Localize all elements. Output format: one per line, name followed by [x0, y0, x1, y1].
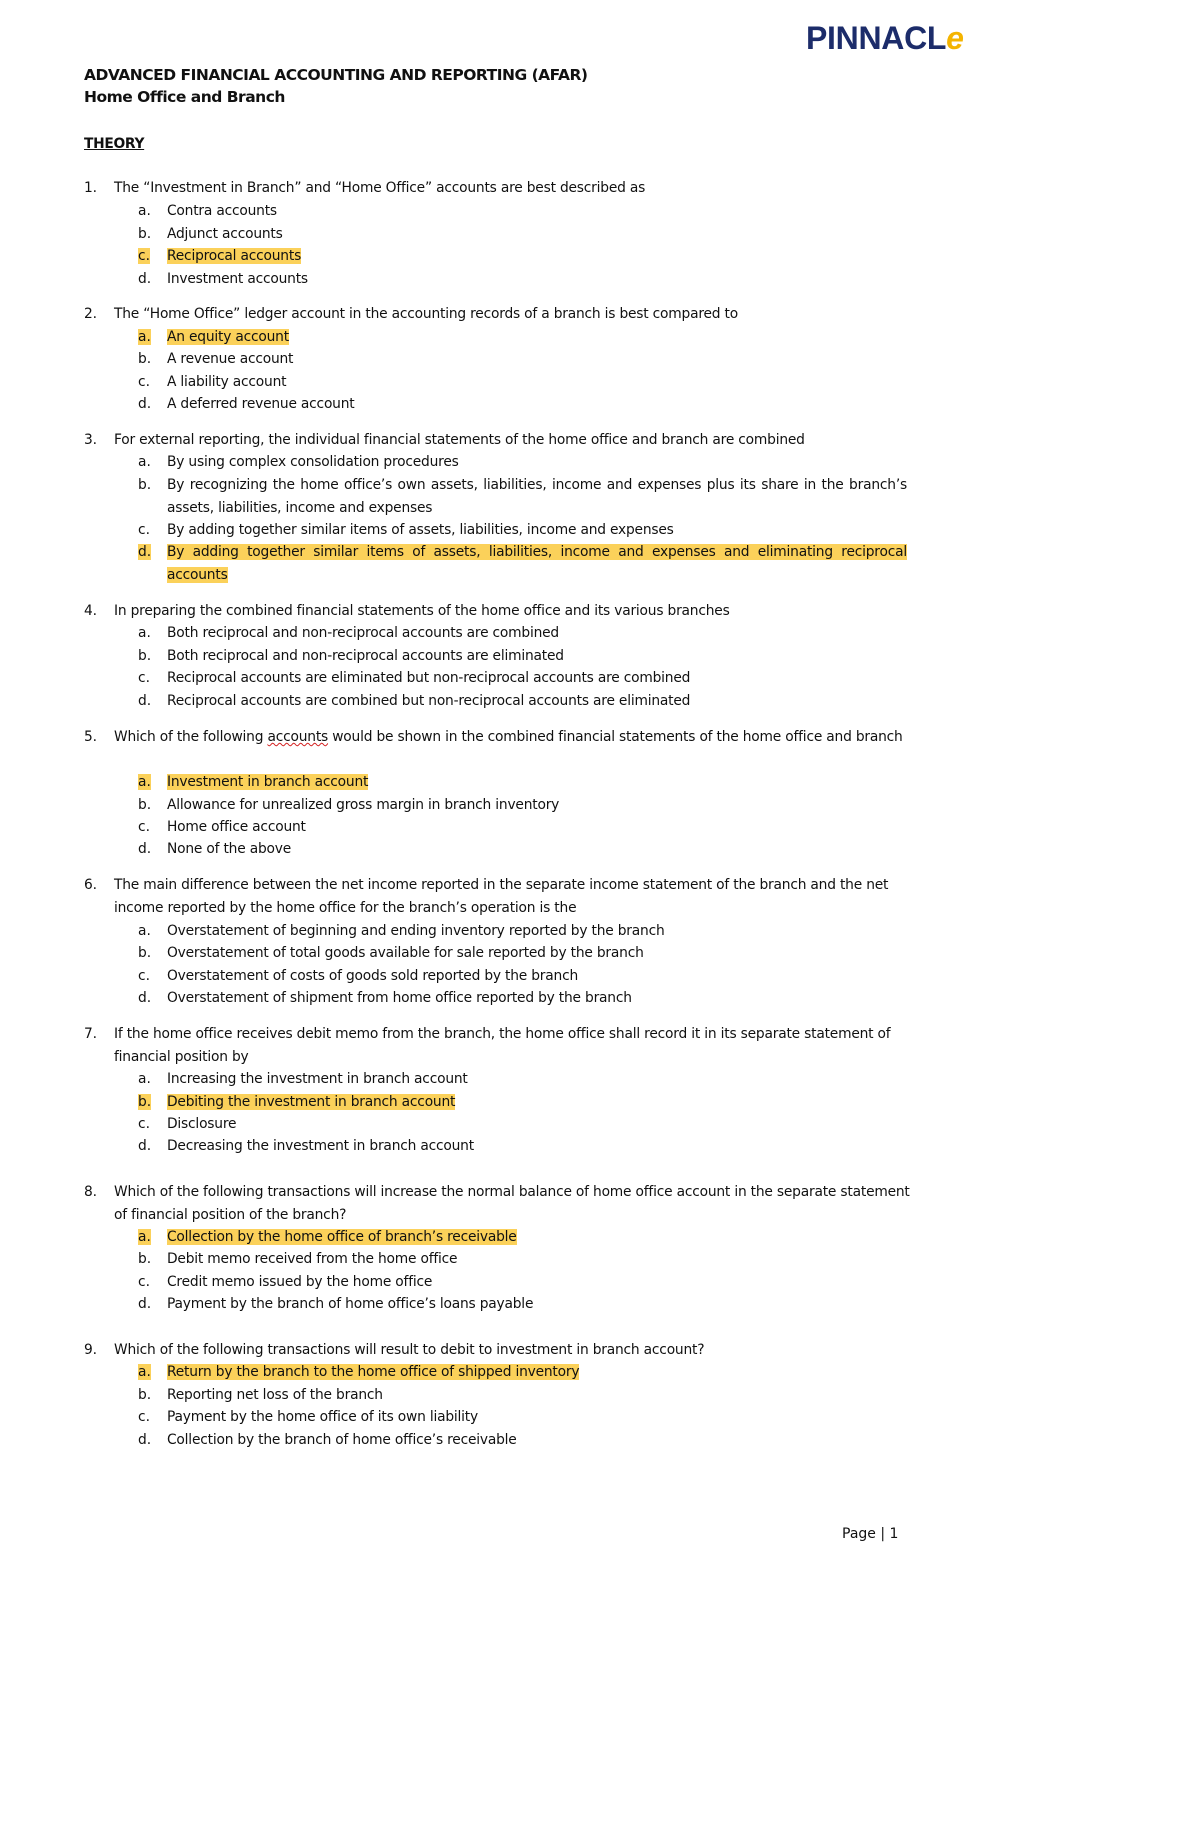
option-letter: b.: [138, 797, 152, 813]
question-text: For external reporting, the individual financial statements of the home office and branch are combined: [114, 432, 805, 448]
option-letter: b.: [138, 351, 152, 367]
pinnacle-logo: [806, 18, 964, 58]
option-letter-highlighted: a.: [138, 774, 151, 790]
option-text-highlighted: Reciprocal accounts: [167, 248, 302, 264]
option-text-highlighted: An equity account: [167, 329, 289, 345]
option-letter: c.: [138, 968, 150, 984]
question-number: 9.: [84, 1342, 97, 1358]
question-number: 7.: [84, 1026, 97, 1042]
option-letter: d.: [138, 1296, 152, 1312]
question-text: [114, 726, 914, 749]
question-number: 4.: [84, 603, 97, 619]
question-number: 1.: [84, 180, 97, 196]
option-letter-highlighted: a.: [138, 329, 151, 345]
option-text: Both reciprocal and non-reciprocal accounts are eliminated: [167, 648, 564, 664]
page-number: Page | 1: [842, 1526, 899, 1542]
option-letter: b.: [138, 1251, 152, 1267]
option-letter-highlighted: d.: [138, 544, 152, 560]
option-text: A revenue account: [167, 351, 294, 367]
option-text: Disclosure: [167, 1116, 237, 1132]
option-text: Allowance for unrealized gross margin in branch inventory: [167, 797, 560, 813]
question-number: 2.: [84, 306, 97, 322]
option-letter: b.: [138, 1387, 152, 1403]
option-text: By adding together similar items of assets, liabilities, income and expenses: [167, 522, 674, 538]
option-text: Contra accounts: [167, 203, 277, 219]
option-text: Adjunct accounts: [167, 226, 283, 242]
option-letter-highlighted: c.: [138, 248, 150, 264]
document-subtitle: Home Office and Branch: [84, 88, 285, 106]
option-text: Overstatement of shipment from home office reported by the branch: [167, 990, 632, 1006]
option-text: Both reciprocal and non-reciprocal accounts are combined: [167, 625, 559, 641]
option-text-highlighted: Investment in branch account: [167, 774, 369, 790]
document-title: ADVANCED FINANCIAL ACCOUNTING AND REPORTING (AFAR): [84, 66, 588, 84]
option-letter: d.: [138, 841, 152, 857]
option-text: Overstatement of costs of goods sold reported by the branch: [167, 968, 579, 984]
option-letter: d.: [138, 271, 152, 287]
question-text-end: would be shown in the combined financial statements of the home office and branch: [328, 729, 903, 745]
question-number: 8.: [84, 1184, 97, 1200]
logo-wordmark: PINNACL: [806, 20, 947, 56]
option-letter: c.: [138, 1116, 150, 1132]
option-letter-highlighted: a.: [138, 1229, 151, 1245]
option-text: Payment by the home office of its own liability: [167, 1409, 478, 1425]
option-letter: d.: [138, 1138, 152, 1154]
option-letter: c.: [138, 819, 150, 835]
option-letter: c.: [138, 1274, 150, 1290]
option-letter: b.: [138, 477, 152, 493]
option-text: Investment accounts: [167, 271, 308, 287]
option-text: Overstatement of total goods available for sale reported by the branch: [167, 945, 644, 961]
option-letter: c.: [138, 374, 150, 390]
option-letter: b.: [138, 648, 152, 664]
option-letter: d.: [138, 990, 152, 1006]
question-text: Which of the following transactions will increase the normal balance of home office account in the separate statement of financial position of the branch?: [114, 1184, 910, 1223]
question-text: The “Home Office” ledger account in the accounting records of a branch is best compared to: [114, 306, 739, 322]
option-letter: a.: [138, 625, 151, 641]
question-number: 6.: [84, 877, 97, 893]
spellcheck-marked-word: accounts: [267, 729, 329, 745]
option-letter: d.: [138, 1432, 152, 1448]
option-text: Collection by the branch of home office’s receivable: [167, 1432, 517, 1448]
option-text: Decreasing the investment in branch account: [167, 1138, 474, 1154]
question-text: The “Investment in Branch” and “Home Office” accounts are best described as: [114, 180, 646, 196]
option-text: Reciprocal accounts are combined but non-reciprocal accounts are eliminated: [167, 693, 691, 709]
question-text: Which of the following transactions will result to debit to investment in branch account?: [114, 1342, 705, 1358]
section-heading: THEORY: [84, 136, 145, 152]
question-number: 5.: [84, 729, 97, 745]
option-letter: a.: [138, 454, 151, 470]
option-text: Reciprocal accounts are eliminated but non-reciprocal accounts are combined: [167, 670, 691, 686]
question-text: If the home office receives debit memo from the branch, the home office shall record it in its separate statement of financial position by: [114, 1026, 891, 1065]
question-text: The main difference between the net income reported in the separate income statement of the branch and the net income reported by the home office for the branch’s operation is the: [114, 877, 889, 916]
option-text: By recognizing the home office’s own assets, liabilities, income and expenses plus its share in the branch’s assets, liabilities, income and expenses: [167, 477, 907, 516]
option-letter: d.: [138, 693, 152, 709]
question-number: 3.: [84, 432, 97, 448]
option-letter: c.: [138, 670, 150, 686]
option-letter: b.: [138, 945, 152, 961]
option-text: Increasing the investment in branch account: [167, 1071, 468, 1087]
option-text: Payment by the branch of home office’s loans payable: [167, 1296, 534, 1312]
option-letter-highlighted: a.: [138, 1364, 151, 1380]
option-letter: a.: [138, 203, 151, 219]
logo-accent-letter: e: [946, 20, 964, 56]
option-letter: c.: [138, 1409, 150, 1425]
option-letter: c.: [138, 522, 150, 538]
option-text: Reporting net loss of the branch: [167, 1387, 383, 1403]
option-text: Home office account: [167, 819, 306, 835]
question-text-start: Which of the following: [114, 729, 268, 745]
option-text: By using complex consolidation procedures: [167, 454, 459, 470]
option-text-highlighted: Return by the branch to the home office of shipped inventory: [167, 1364, 580, 1380]
option-text: Credit memo issued by the home office: [167, 1274, 433, 1290]
option-text: Debit memo received from the home office: [167, 1251, 458, 1267]
option-text-highlighted: By adding together similar items of assets, liabilities, income and expenses and eliminating reciprocal accounts: [167, 544, 907, 583]
option-text: None of the above: [167, 841, 291, 857]
option-text-highlighted: Debiting the investment in branch account: [167, 1094, 456, 1110]
option-letter: d.: [138, 396, 152, 412]
option-text: A liability account: [167, 374, 287, 390]
option-letter: a.: [138, 923, 151, 939]
option-letter-highlighted: b.: [138, 1094, 152, 1110]
option-text-highlighted: Collection by the home office of branch’s receivable: [167, 1229, 517, 1245]
option-text: A deferred revenue account: [167, 396, 355, 412]
option-text: Overstatement of beginning and ending inventory reported by the branch: [167, 923, 665, 939]
option-letter: b.: [138, 226, 152, 242]
option-letter: a.: [138, 1071, 151, 1087]
question-text: In preparing the combined financial statements of the home office and its various branches: [114, 603, 730, 619]
